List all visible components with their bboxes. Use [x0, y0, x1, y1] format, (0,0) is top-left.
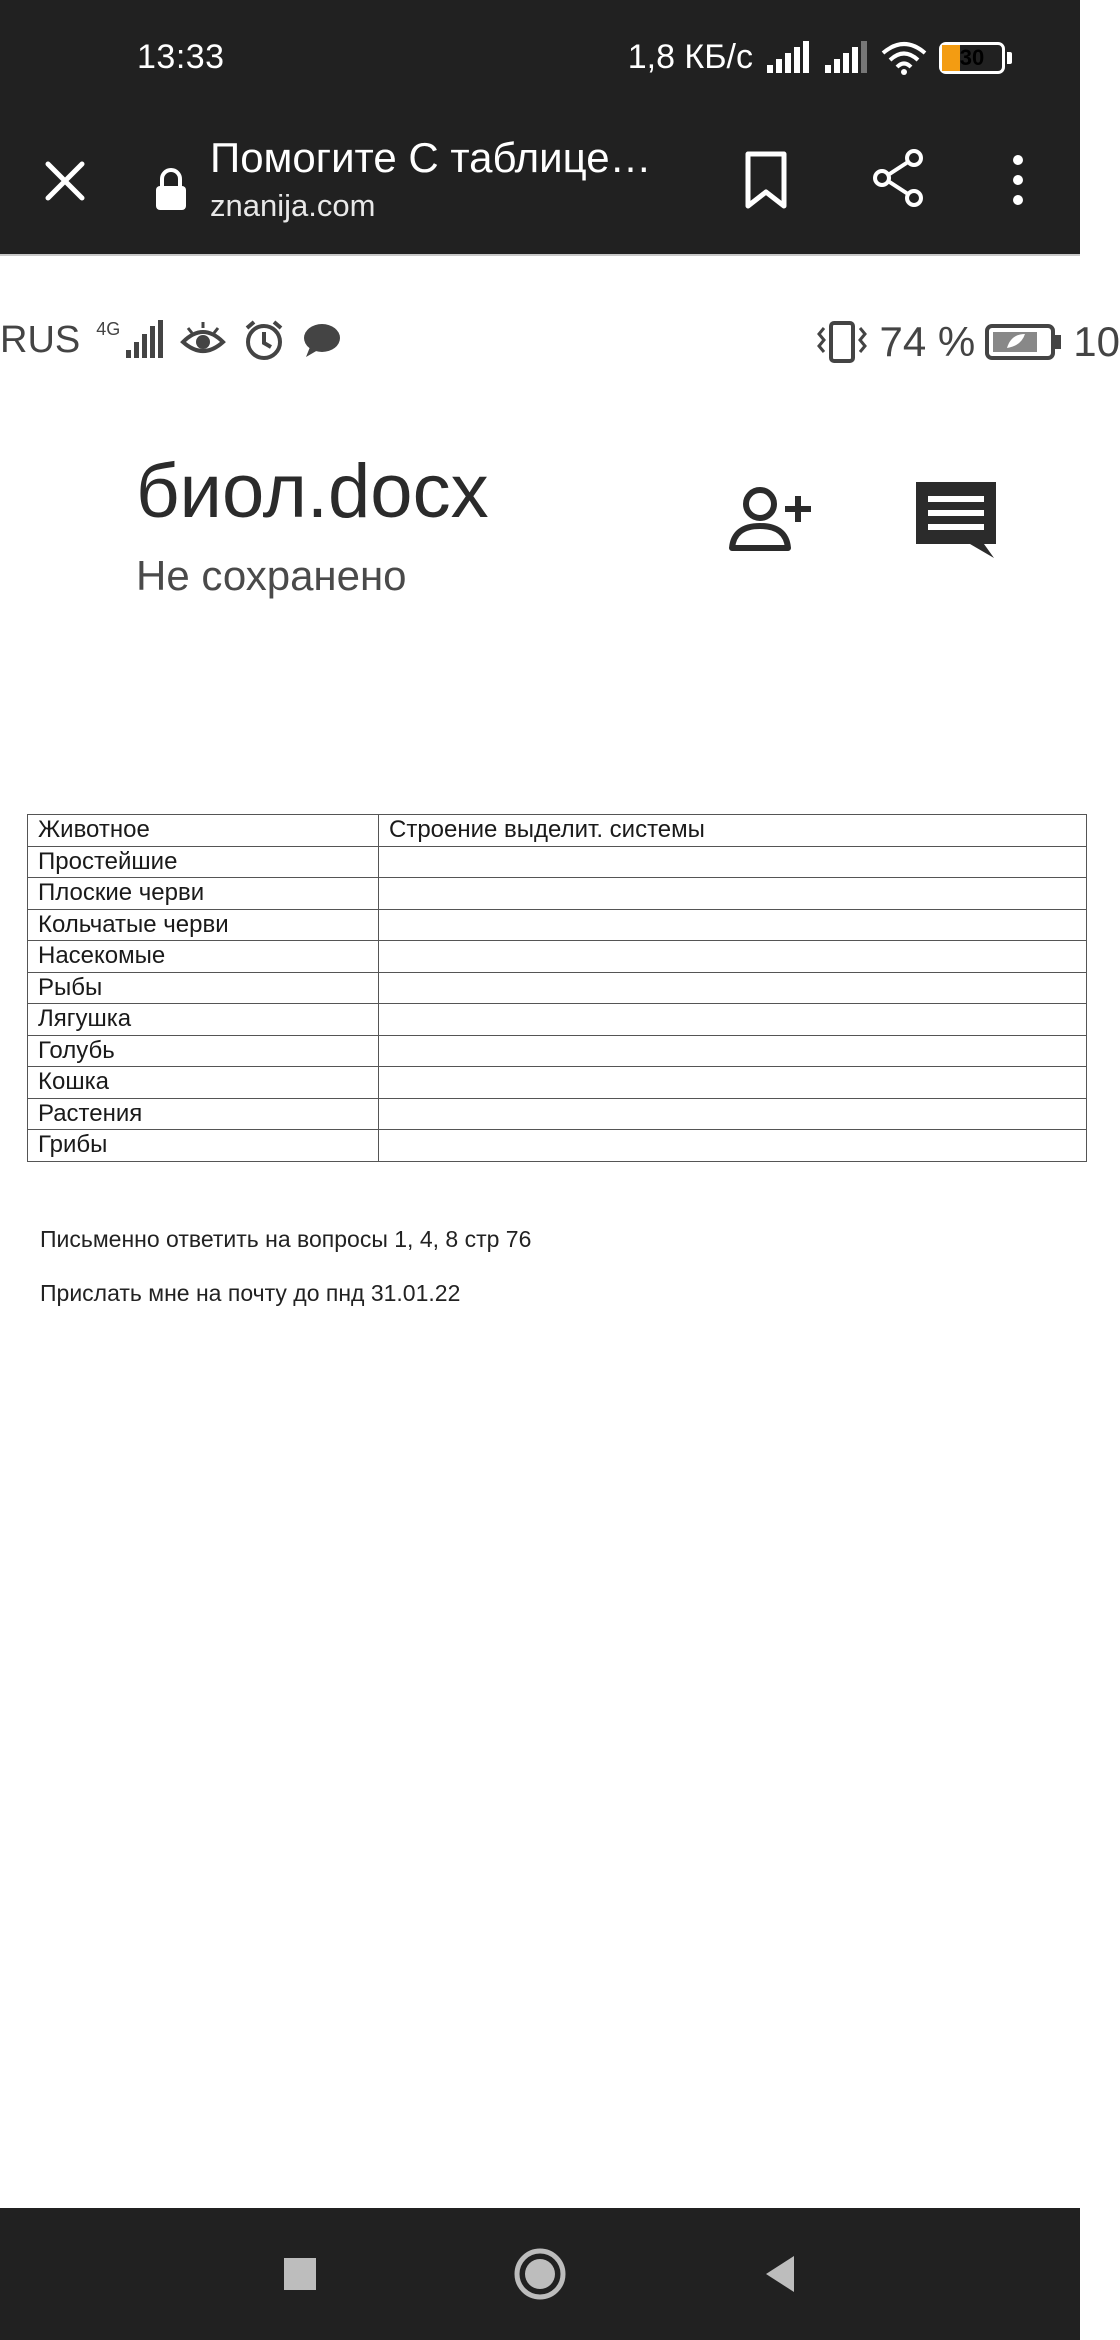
share-icon[interactable]	[870, 148, 926, 208]
table-cell: Простейшие	[28, 846, 379, 878]
status-time: 13:33	[137, 38, 225, 76]
table-row	[28, 1098, 1087, 1130]
home-button[interactable]	[510, 2244, 570, 2304]
table-header-row	[28, 815, 1087, 847]
vibrate-icon	[814, 320, 870, 364]
embedded-status-bar	[0, 318, 1120, 378]
table-cell: Кошка	[28, 1067, 379, 1099]
signal-icon	[765, 41, 811, 75]
table-cell	[379, 1035, 1087, 1067]
bookmark-icon[interactable]	[740, 150, 792, 210]
table-cell: Плоские черви	[28, 878, 379, 910]
document-save-status: Не сохранено	[136, 552, 407, 599]
table-cell: Растения	[28, 1098, 379, 1130]
page-url[interactable]: znanija.com	[210, 188, 376, 223]
browser-toolbar	[0, 126, 1080, 254]
battery-percent: 74 %	[879, 318, 976, 365]
table-cell	[379, 846, 1087, 878]
message-icon	[302, 321, 342, 359]
table-cell	[379, 941, 1087, 973]
recents-button[interactable]	[270, 2244, 330, 2304]
signal-2-icon	[823, 41, 869, 75]
table-row	[28, 878, 1087, 910]
alarm-icon	[242, 318, 286, 362]
battery-saver-icon	[985, 322, 1063, 362]
lock-icon	[153, 166, 189, 212]
table-row	[28, 1130, 1087, 1162]
back-button[interactable]	[750, 2244, 810, 2304]
table-cell: Голубь	[28, 1035, 379, 1067]
table-cell: Рыбы	[28, 972, 379, 1004]
table-cell	[379, 1130, 1087, 1162]
status-icons	[628, 38, 1012, 77]
navigation-bar	[0, 2208, 1080, 2340]
close-icon[interactable]	[40, 156, 90, 206]
more-vert-icon[interactable]	[1000, 150, 1036, 210]
comments-icon	[912, 478, 1000, 562]
table-row	[28, 972, 1087, 1004]
clock-fragment: 10	[1073, 318, 1120, 365]
table-cell	[379, 1004, 1087, 1036]
table-row	[28, 941, 1087, 973]
animals-table	[27, 814, 1087, 1162]
table-cell	[379, 878, 1087, 910]
table-cell	[379, 1067, 1087, 1099]
table-row	[28, 1035, 1087, 1067]
table-cell: Насекомые	[28, 941, 379, 973]
net-speed: 1,8 КБ/с	[627, 38, 753, 76]
network-type: 4G	[96, 319, 121, 339]
table-cell	[379, 909, 1087, 941]
eye-icon	[180, 320, 226, 360]
table-row	[28, 909, 1087, 941]
header-cell: Животное	[28, 815, 379, 847]
document-title: биол.docx	[136, 449, 489, 534]
homework-note-questions: Письменно ответить на вопросы 1, 4, 8 стр 76	[40, 1226, 532, 1252]
carrier-label: RUS	[0, 318, 81, 361]
table-cell: Грибы	[28, 1130, 379, 1162]
status-bar	[0, 0, 1080, 126]
table-cell: Лягушка	[28, 1004, 379, 1036]
page-content	[0, 256, 1120, 2206]
table-row	[28, 1067, 1087, 1099]
table-row	[28, 846, 1087, 878]
add-person-icon	[724, 482, 816, 554]
battery-level: 30	[959, 44, 985, 70]
page-title[interactable]: Помогите С таблице…	[210, 134, 652, 181]
table-cell	[379, 1098, 1087, 1130]
wifi-icon	[881, 41, 927, 75]
homework-note-deadline: Прислать мне на почту до пнд 31.01.22	[40, 1280, 461, 1306]
header-cell: Строение выделит. системы	[379, 815, 1087, 847]
table-cell: Кольчатые черви	[28, 909, 379, 941]
table-row	[28, 1004, 1087, 1036]
table-cell	[379, 972, 1087, 1004]
battery-icon	[939, 42, 1005, 74]
signal-icon	[124, 320, 164, 360]
